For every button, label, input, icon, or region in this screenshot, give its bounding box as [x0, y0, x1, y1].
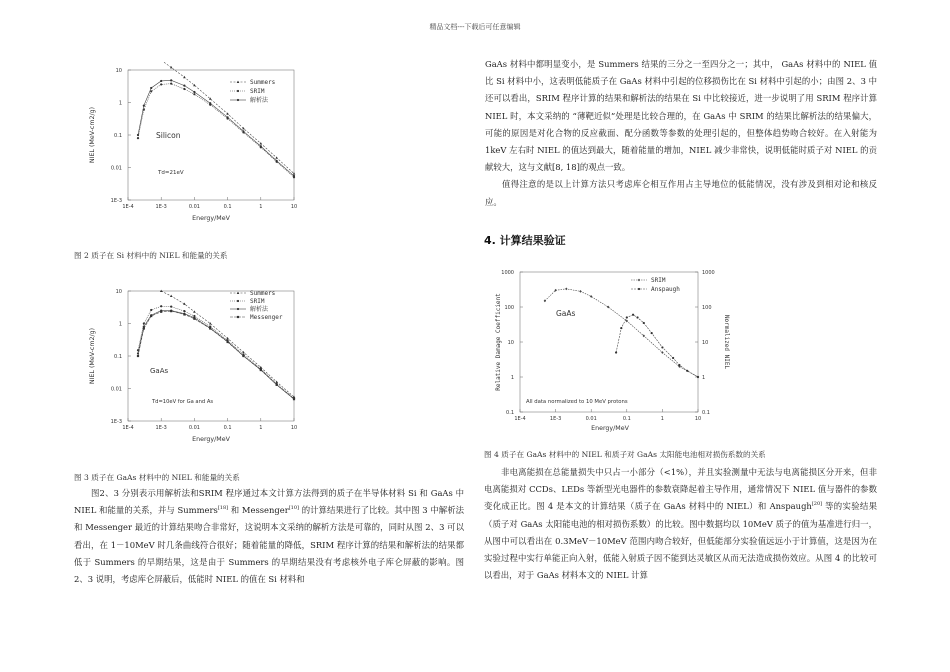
fig2-data-point [293, 175, 295, 177]
fig2-data-point [160, 83, 162, 85]
fig3-data-point [227, 341, 229, 343]
figure-4 [488, 262, 733, 434]
section-title: 4. 计算结果验证 [484, 234, 566, 247]
fig2-xtick-label: 1E-4 [122, 204, 134, 210]
fig4-data-point [686, 370, 688, 372]
fig2-ytick-label: 0.1 [114, 133, 122, 139]
fig4-data-point [697, 376, 699, 378]
fig4-legend-label: SRIM [651, 277, 666, 284]
fig2-data-point [143, 105, 145, 107]
fig4-xtick-label: 0.1 [622, 416, 631, 422]
bottom-para-part-1: 非电离能损在总能量损失中只占一小部分（<1%），并且实验测量中无法与电离能损区分开来，但非电离能损对 CCDs、LEDs 等新型光电器件的参数衰降起着主导作用，通常情况下 NIEL 值与器件的参数变化成正比。图 4 是本文的计算结果（质子在 GaAs 材料中的 NIEL）和 Anspaugh [484, 467, 877, 512]
fig4-series-line [545, 289, 698, 377]
ref-10: [10] [288, 505, 299, 512]
left-para-part-2: 和 Messenger [228, 505, 289, 516]
fig3-xtick-label: 1E-4 [122, 425, 134, 431]
fig3-legend-label: Messenger [250, 314, 283, 321]
fig2-data-point [275, 156, 278, 158]
bottom-right-paragraph-text [484, 464, 877, 584]
fig4-caption: 图 4 质子在 GaAs 材料中的 NIEL 和质子对 GaAs 太阳能电池相对损伤系数的关系 [484, 450, 766, 459]
fig2-td-label: Td=21eV [158, 170, 184, 176]
fig2-data-point [276, 160, 278, 162]
fig4-ytick-right-label: 10 [702, 340, 709, 346]
fig3-ylabel: NIEL (MeV-cm2/g) [89, 327, 96, 385]
fig3-xtick-label: 0.01 [188, 425, 200, 431]
fig3-data-point [160, 305, 162, 307]
fig4-data-point [636, 316, 638, 318]
fig4-data-point [615, 351, 617, 353]
fig4-note: All data normalized to 10 MeV protons [526, 399, 628, 405]
fig3-chart [80, 283, 310, 453]
fig4-data-point [672, 357, 674, 359]
fig3-data-point [143, 327, 145, 329]
fig4-ytick-right-label: 1000 [702, 270, 715, 276]
fig4-data-point [643, 322, 645, 324]
fig3-ytick-label: 1E-3 [110, 419, 122, 425]
fig4-data-point [678, 364, 680, 366]
fig2-ytick-label: 10 [115, 68, 122, 74]
fig3-data-point [150, 309, 152, 311]
page-header: 精品文档---下载后可任意编辑 [429, 23, 521, 31]
fig4-ytick-right-label: 0.1 [702, 410, 710, 416]
left-paragraph-text [74, 485, 464, 588]
fig2-data-point [227, 116, 229, 118]
fig3-legend-label: Summers [250, 290, 276, 297]
fig3-xtick-label: 10 [290, 425, 298, 431]
fig4-chart [488, 262, 733, 434]
fig3-xlabel: Energy/MeV [192, 436, 230, 443]
fig2-series-line [138, 80, 294, 176]
fig4-data-point [626, 320, 628, 323]
fig3-data-point [170, 306, 172, 308]
fig2-ylabel: NIEL (MeV-cm2/g) [89, 106, 96, 164]
fig4-legend-marker [638, 288, 640, 290]
fig3-data-point [226, 337, 229, 339]
fig4-data-point [661, 351, 663, 354]
fig4-plot-frame [520, 272, 698, 412]
fig2-data-point [260, 142, 263, 144]
fig4-xlabel: Energy/MeV [591, 425, 629, 432]
fig3-legend-label: 解析法 [250, 306, 269, 313]
fig4-data-point [565, 287, 567, 290]
left-para-part-1: 图2、3 分别表示用解析法和SRIM 程序通过本文计算方法得到的质子在半导体材料 Si 和 GaAs 中 NIEL 和能量的关系，并与 Summers [74, 488, 464, 516]
fig4-ytick-right-label: 1 [702, 375, 706, 381]
fig2-xtick-label: 0.1 [223, 204, 232, 210]
fig3-data-point [170, 310, 172, 312]
fig3-ytick-label: 1 [118, 321, 122, 328]
fig3-material-label: GaAs [150, 367, 169, 375]
fig4-ytick-label: 0.1 [506, 410, 514, 416]
fig2-data-point [170, 66, 173, 68]
fig2-xlabel: Energy/MeV [192, 215, 230, 222]
fig2-data-point [137, 134, 139, 136]
fig2-data-point [160, 80, 162, 82]
fig4-data-point [590, 295, 592, 298]
fig4-legend-marker [638, 279, 640, 282]
fig3-data-point [293, 398, 295, 400]
fig4-data-point [632, 314, 634, 316]
fig2-plot-frame [128, 70, 294, 200]
fig2-chart [80, 62, 310, 232]
fig3-data-point [160, 311, 162, 313]
fig2-ytick-label: 1 [118, 100, 122, 107]
fig3-data-point [183, 310, 185, 312]
fig2-data-point [242, 130, 244, 132]
figure-2 [80, 62, 310, 232]
fig3-series-line [138, 311, 294, 399]
fig2-caption: 图 2 质子在 Si 材料中的 NIEL 和能量的关系 [74, 251, 228, 260]
fig2-ytick-label: 1E-3 [110, 198, 122, 204]
fig2-data-point [260, 145, 262, 147]
fig3-data-point [150, 315, 152, 317]
fig2-xtick-label: 0.01 [188, 204, 200, 210]
fig3-data-point [275, 380, 278, 382]
fig4-data-point [579, 290, 581, 293]
fig3-xtick-label: 1E-3 [155, 425, 167, 431]
fig2-xtick-label: 1E-3 [155, 204, 167, 210]
fig2-data-point [170, 79, 172, 81]
fig3-data-point [276, 384, 278, 386]
fig4-data-point [661, 346, 663, 348]
fig3-legend-marker [237, 316, 239, 318]
fig3-ytick-label: 0.01 [110, 386, 122, 393]
fig3-ytick-label: 0.1 [114, 354, 122, 360]
fig2-data-point [137, 137, 139, 139]
fig2-legend-marker [237, 90, 239, 92]
fig2-legend-label: Summers [250, 79, 276, 86]
fig4-data-point [643, 334, 645, 337]
fig3-xtick-label: 0.1 [223, 425, 232, 431]
fig3-data-point [143, 322, 145, 324]
fig4-material-label: GaAs [556, 309, 576, 318]
ref-18: [18] [217, 505, 229, 512]
fig3-legend-marker [237, 300, 239, 302]
fig4-data-point [620, 327, 622, 329]
fig2-data-point [226, 112, 229, 114]
ref-20: [20] [811, 501, 823, 508]
fig4-xtick-label: 1 [660, 416, 664, 422]
fig4-xtick-label: 0.01 [585, 416, 597, 422]
fig2-legend-label: SRIM [250, 88, 265, 95]
fig2-data-point [183, 76, 186, 78]
bottom-right-paragraph [484, 464, 877, 584]
fig4-ylabel-right: Normalized NIEL [723, 314, 730, 370]
right-para-2: 值得注意的是以上计算方法只考虑库仑相互作用占主导地位的低能情况，没有涉及到相对论和核反应。 [485, 179, 877, 207]
fig3-data-point [193, 310, 196, 312]
fig4-ytick-label: 100 [504, 305, 514, 311]
fig3-series-line [138, 311, 294, 399]
fig2-data-point [183, 85, 185, 87]
right-para-1: GaAs 材料中都明显变小，是 Summers 结果的三分之一至四分之一；其中， GaAs 材料中的 NIEL 值比 Si 材料中小，这表明低能质子在 GaAs 材料中引起的位移损伤比在 Si 材料中引起的小；由图 2、3 中还可以看出，SRIM 程序计算的结果和解析法的结果在 Si 中比较接近，进一步说明了用 SRIM 程序计算 NIEL 时，本文采纳的 “薄靶近似”处理是比较合理的，在 GaAs 中 SRIM 的结果比解析法的结果偏大，可能的原因是对化合物的反应截面、配分函数等参数的处理引起的，但整体趋势吻合较好。在入射能为 1keV 左右时 NIEL 的值达到最大，随着能量的增加，NIEL 减少非常快，说明低能时质子对 NIEL 的贡献较大，这与文献[8, 18]的观点一致。 [485, 59, 877, 173]
fig2-legend-marker [237, 99, 239, 101]
fig3-data-point [209, 327, 211, 329]
fig3-data-point [242, 355, 244, 357]
fig3-data-point [137, 355, 139, 357]
fig4-xtick-label: 10 [694, 416, 702, 422]
fig4-ytick-right-label: 100 [702, 305, 712, 311]
right-paragraph [485, 56, 877, 211]
fig2-data-point [209, 102, 211, 104]
fig4-ytick-label: 10 [507, 340, 514, 346]
fig3-data-point [193, 318, 195, 320]
fig2-xtick-label: 10 [290, 204, 298, 210]
fig3-series-line [161, 291, 294, 397]
fig2-data-point [170, 83, 172, 85]
fig3-ytick-label: 10 [115, 289, 122, 295]
fig2-legend-label: 解析法 [250, 97, 269, 104]
fig4-xtick-label: 1E-4 [514, 416, 526, 422]
fig4-legend-label: Anspaugh [651, 286, 680, 293]
fig3-caption: 图 3 质子在 GaAs 材料中的 NIEL 和能量的关系 [74, 473, 240, 482]
fig3-data-point [183, 313, 185, 315]
fig4-data-point [651, 332, 653, 334]
fig2-xtick-label: 1 [259, 204, 263, 210]
fig3-xtick-label: 1 [259, 425, 263, 431]
fig3-legend-marker [237, 308, 239, 310]
fig2-data-point [150, 87, 152, 89]
fig2-data-point [183, 88, 185, 90]
fig4-ylabel-left: Relative Damage Coefficient [495, 293, 502, 391]
fig4-xtick-label: 1E-3 [549, 416, 562, 422]
fig2-data-point [193, 91, 195, 93]
fig2-ytick-label: 0.01 [110, 165, 122, 172]
fig4-ytick-label: 1000 [501, 270, 514, 276]
fig4-data-point [626, 316, 628, 318]
fig2-data-point [193, 93, 195, 95]
fig3-data-point [170, 295, 173, 297]
fig3-data-point [260, 369, 262, 371]
figure-3 [80, 283, 310, 453]
fig4-series-line [616, 315, 698, 377]
left-para-part-3: 的计算结果进行了比较。其中图 3 中解析法和 Messenger 最近的计算结果吻合非常好，这说明本文采纳的解析方法是可靠的，同时从图 2、3 可以看出，在 1－10MeV 时几条曲线符合很好；随着能量的降低，SRIM 程序计算的结果和解析法的结果都低于 Summers 的早期结果，这是由于 Summers 的早期结果没有考虑核外电子库仑屏蔽的影响。图 2、3 说明，考虑库仑屏蔽后，低能时 NIEL 的值在 Si 材料和 [74, 505, 464, 585]
fig4-ytick-label: 1 [510, 375, 514, 381]
bottom-para-part-2: 等的实验结果（质子对 GaAs 太阳能电池的相对损伤系数）的比较。图中数据均以 10MeV 质子的值为基准进行归一，从图中可以看出在 0.3MeV－10MeV 范围内吻合较好，但低能部分实验值远远小于计算值，这是因为在实验过程中实行单能正向入射，低能入射质子因不能到达灵敏区从而无法造成损伤效应。从图 4 的比较可以看出，对于 GaAs 材料本文的 NIEL 计算 [484, 501, 877, 581]
fig2-data-point [150, 90, 152, 92]
fig3-td-label: Td=10eV for Ga and As [152, 399, 214, 405]
fig3-legend-label: SRIM [250, 298, 265, 305]
fig2-material-label: Silicon [156, 131, 181, 140]
left-paragraph [74, 485, 464, 588]
